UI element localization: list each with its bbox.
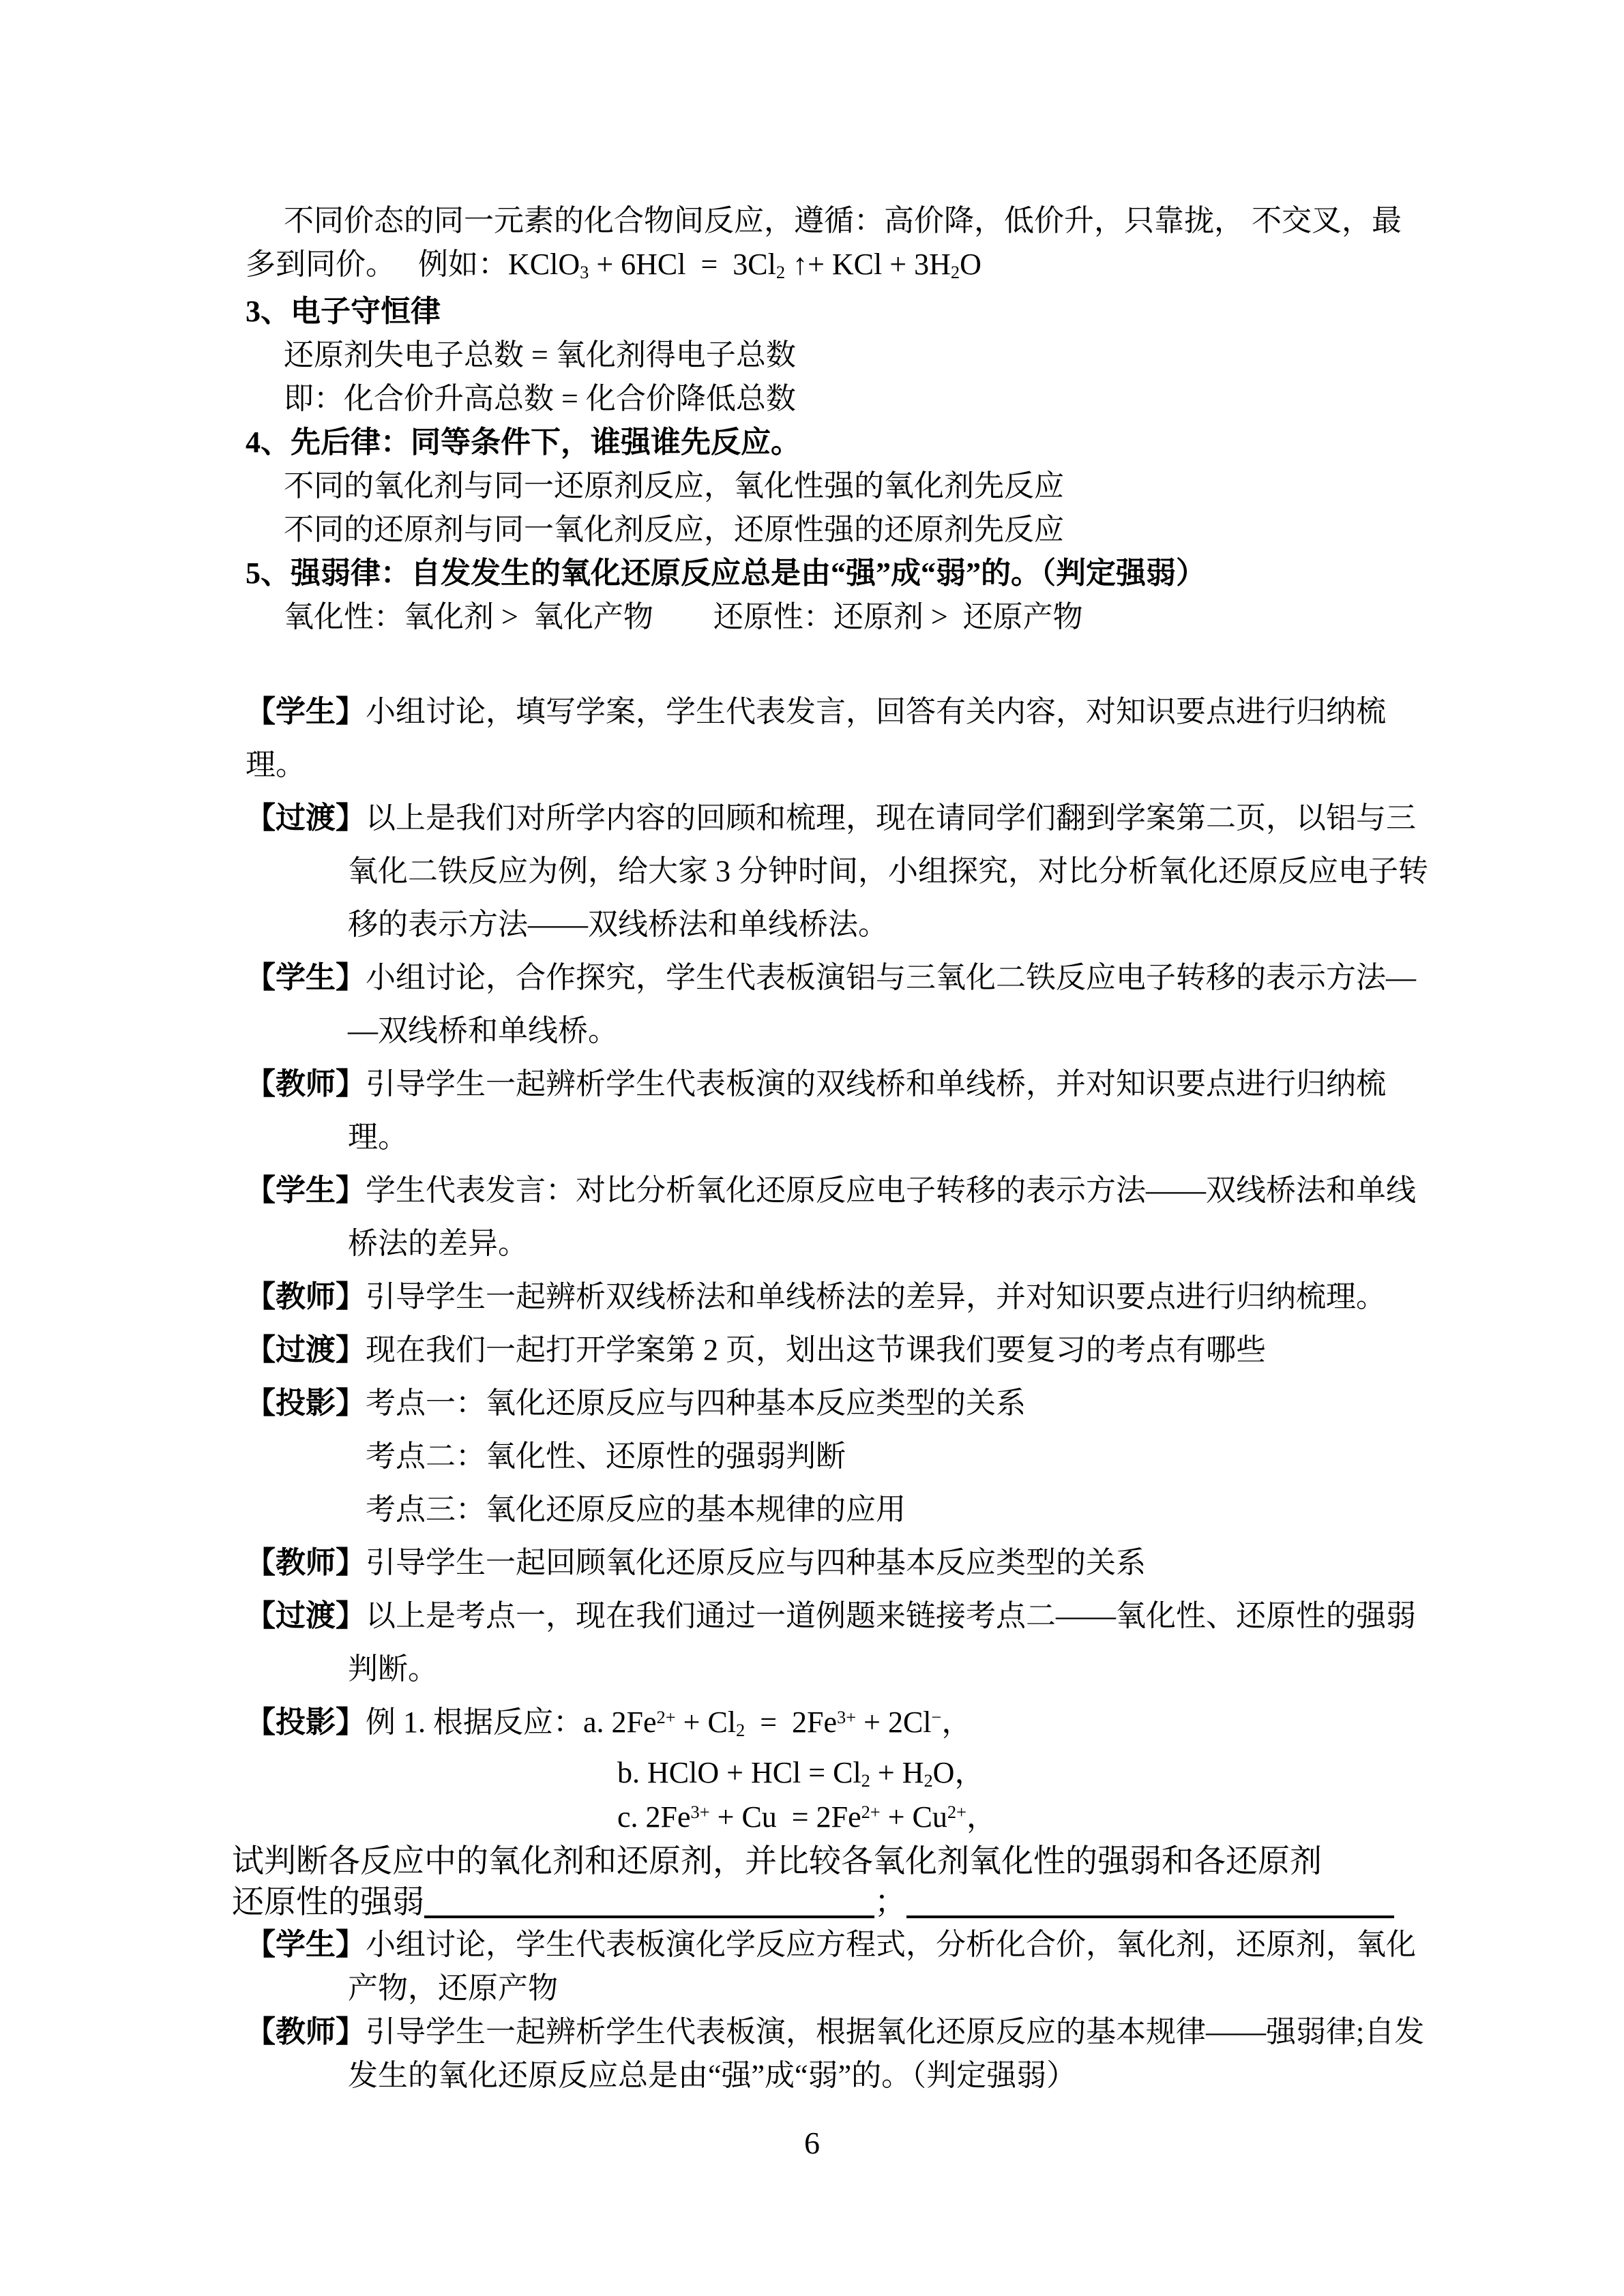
equation-a: 例 1. 根据反应：a. $2Fe^{2+} + Cl2 = 2Fe^{3+} + 2Cl^-$，: [366, 1705, 972, 1741]
role-label-teacher: 【教师】: [246, 1280, 366, 1313]
script-line-continuation: —双线桥和单线桥。: [348, 1014, 618, 1047]
page-number: 6: [804, 2126, 820, 2160]
script-line-continuation: 桥法的差异。: [348, 1227, 528, 1260]
reductant-order-line: 不同的还原剂与同一氧化剂反应，还原性强的还原剂先反应: [284, 513, 1064, 546]
role-label-teacher: 【教师】: [246, 1546, 366, 1579]
role-label-student: 【学生】: [246, 961, 366, 994]
script-line-continuation: 理。: [348, 1120, 408, 1154]
script-line-continuation: 氧化二铁反应为例，给大家 3 分钟时间，小组探究，对比分析氧化还原反应电子转: [348, 854, 1428, 888]
script-line-continuation: 移的表示方法——双线桥法和单线桥法。: [348, 908, 888, 941]
redox-rules-section: [246, 199, 1597, 639]
rule-4-order-title: 4、先后律：同等条件下，谁强谁先反应。: [246, 426, 801, 459]
example-1-equation-a: [246, 1696, 1597, 1753]
script-text: 引导学生一起辨析双线桥法和单线桥法的差异，并对知识要点进行归纳梳理。: [366, 1280, 1386, 1313]
role-label-projection: 【投影】: [246, 1386, 366, 1420]
script-text: 现在我们一起打开学案第 2 页，划出这节课我们要复习的考点有哪些: [366, 1333, 1266, 1367]
role-label-student: 【学生】: [246, 1928, 366, 1961]
rule-3-electron-conservation-title: 3、电子守恒律: [246, 295, 441, 328]
script-line-continuation: 理。: [246, 748, 306, 781]
script-line-student: [246, 685, 1597, 739]
script-text: 小组讨论，填写学案，学生代表发言，回答有关内容，对知识要点进行归纳梳: [366, 695, 1386, 728]
script-line-projection: [246, 1377, 1597, 1430]
role-label-teacher: 【教师】: [246, 2015, 366, 2048]
answer-blank: [424, 1915, 874, 1918]
role-label-student: 【学生】: [246, 695, 366, 728]
script-text: 小组讨论，合作探究，学生代表板演铝与三氧化二铁反应电子转移的表示方法—: [366, 961, 1416, 994]
script-line-teacher: [246, 2010, 1597, 2054]
script-text: 以上是考点一，现在我们通过一道例题来链接考点二——氧化性、还原性的强弱: [366, 1599, 1416, 1632]
answer-blank: [906, 1915, 1394, 1918]
script-line-student: [246, 951, 1597, 1004]
script-line-continuation: 判断。: [348, 1652, 438, 1686]
script-line-transition: [246, 1590, 1597, 1643]
script-text: 学生代表发言：对比分析氧化还原反应电子转移的表示方法——双线桥法和单线: [366, 1174, 1416, 1207]
script-text: 以上是我们对所学内容的回顾和梳理，现在请同学们翻到学案第二页，以铝与三: [366, 801, 1416, 835]
valence-rule-line: 不同价态的同一元素的化合物间反应，遵循：高价降，低价升，只靠拢， 不交叉，最: [284, 204, 1402, 237]
script-line-transition: [246, 1324, 1597, 1377]
role-label-student: 【学生】: [246, 1174, 366, 1207]
script-line-teacher: [246, 1536, 1597, 1590]
valence-totals-line: 即：化合价升高总数 = 化合价降低总数: [284, 382, 796, 415]
script-line-continuation: 发生的氧化还原反应总是由“强”成“弱”的。（判定强弱）: [348, 2059, 1077, 2092]
script-text: 小组讨论，学生代表板演化学反应方程式，分析化合价，氧化剂，还原剂，氧化: [366, 1928, 1416, 1961]
example-1-equation-c: c. $2Fe^{3+} + Cu = 2Fe^{2+} + Cu^{2+}$，: [617, 1800, 996, 1834]
strength-comparison-line: 氧化性：氧化剂 > 氧化产物 还原性：还原剂 > 还原产物: [284, 600, 1083, 633]
example-1-equation-b: b. HClO + HCl = Cl2 + H2O，: [617, 1756, 985, 1791]
rule-5-strength-title: 5、强弱律：自发发生的氧化还原反应总是由“强”成“弱”的。（判定强弱）: [246, 556, 1206, 590]
oxidant-order-line: 不同的氧化剂与同一还原剂反应，氧化性强的氧化剂先反应: [284, 469, 1064, 503]
script-line-continuation: 产物，还原产物: [348, 1971, 558, 2005]
example-1-answer-blanks-line: 还原性的强弱 ；: [232, 1882, 1597, 1923]
role-label-teacher: 【教师】: [246, 1067, 366, 1101]
script-line-transition: [246, 792, 1597, 845]
role-label-projection: 【投影】: [246, 1705, 366, 1739]
lesson-script-section: [232, 685, 1597, 2098]
script-text: 引导学生一起辨析学生代表板演的双线桥和单线桥，并对知识要点进行归纳梳: [366, 1067, 1386, 1101]
script-line-teacher: [246, 1270, 1597, 1324]
valence-rule-example-equation: 多到同价。 例如：KClO3 + 6HCl = 3Cl2 ↑+ KCl + 3H2O: [246, 248, 981, 283]
script-line-teacher: [246, 1058, 1597, 1111]
script-text: 引导学生一起辨析学生代表板演，根据氧化还原反应的基本规律——强弱律;自发: [366, 2015, 1425, 2048]
role-label-transition: 【过渡】: [246, 1333, 366, 1367]
role-label-transition: 【过渡】: [246, 801, 366, 835]
script-line-student: [246, 1164, 1597, 1217]
script-text: 考点一：氧化还原反应与四种基本反应类型的关系: [366, 1386, 1026, 1420]
script-line-student: [246, 1923, 1597, 1967]
exam-point-3-line: 考点三：氧化还原反应的基本规律的应用: [366, 1493, 906, 1526]
role-label-transition: 【过渡】: [246, 1599, 366, 1632]
electron-totals-line: 还原剂失电子总数 = 氧化剂得电子总数: [284, 338, 796, 372]
example-1-question-line: 试判断各反应中的氧化剂和还原剂，并比较各氧化剂氧化性的强弱和各还原剂: [232, 1844, 1322, 1879]
exam-point-2-line: 考点二：氧化性、还原性的强弱判断: [366, 1440, 846, 1473]
script-text: 引导学生一起回顾氧化还原反应与四种基本反应类型的关系: [366, 1546, 1146, 1579]
